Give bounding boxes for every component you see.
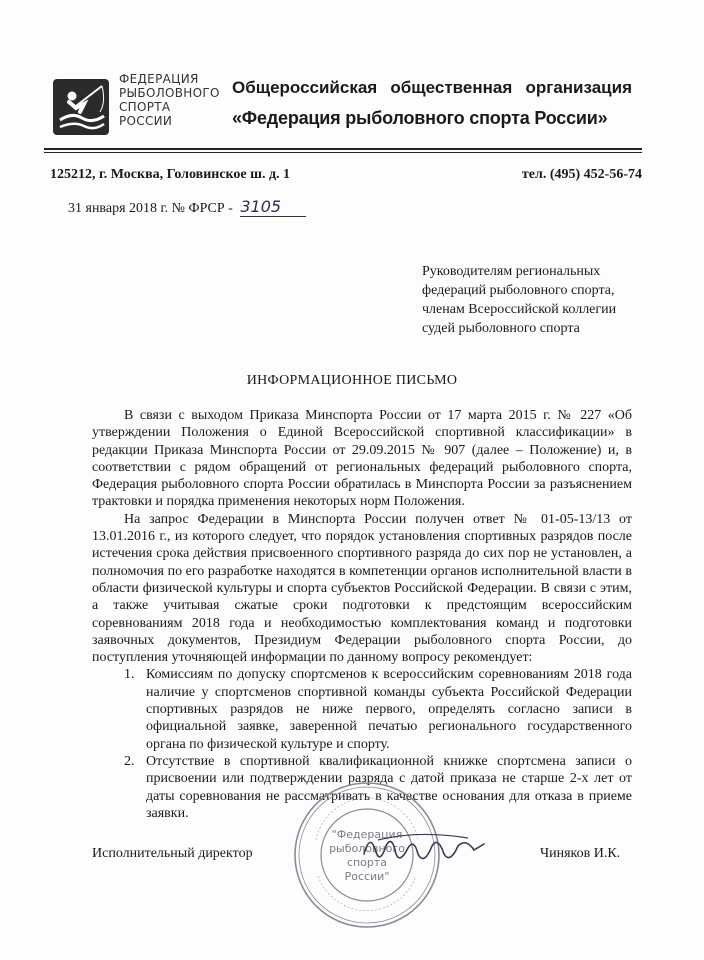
logo-text-line: РЫБОЛОВНОГО <box>119 86 220 100</box>
signatory-role: Исполнительный директор <box>92 846 253 861</box>
addressee-line: судей рыболовного спорта <box>422 321 580 336</box>
handwritten-number: 3105 <box>240 197 306 217</box>
addressee-line: Руководителям региональных <box>422 264 601 279</box>
body-paragraph: В связи с выходом Приказа Минспорта России от 17 марта 2015 г. № 227 «Об утверждении Положения о Единой Всероссийской спортивной классификации» в редакции Приказа Минспорта России от 29.09.2015 № 907 (далее – Положение) и, в соответствии с рядом обращений от региональных федераций рыболовного спорта, Федерация рыболовного спорта России обратилась в Минспорта России за разъяснением трактовки и порядка применения некоторых норм Положения. <box>92 408 632 510</box>
organization-type <box>232 78 632 98</box>
addressee-line: членам Всероссийской коллегии <box>422 302 617 317</box>
handwritten-signature <box>358 824 488 874</box>
logo-text-line: СПОРТА <box>119 100 171 114</box>
header-divider <box>44 148 642 150</box>
stamp-line: "Федерация <box>331 828 403 841</box>
stamp-line: рыболовного <box>329 842 405 855</box>
recommendation-item: 2. Отсутствие в спортивной квалификационной книжке спортсмена записи о присвоении или подтверждении разряда с датой приказа не старше 2-х лет от даты соревнования не рассматривать в качестве основания для отказа в приеме заявки. <box>138 753 632 822</box>
addressee-block <box>422 262 616 338</box>
org-word: Общероссийская <box>232 78 378 97</box>
signatory-name: Чиняков И.К. <box>540 846 621 861</box>
organization-address: 125212, г. Москва, Головинское ш. д. 1 <box>50 167 291 182</box>
org-word: общественная <box>390 78 513 97</box>
org-word: организация <box>525 78 632 97</box>
header-divider <box>44 152 642 153</box>
logo-text <box>119 72 219 128</box>
stamp-line: спорта <box>346 856 388 869</box>
body-paragraph: На запрос Федерации в Минспорта России получен ответ № 01-05-13/13 от 13.01.2016 г., из которого следует, что порядок установления спортивных разрядов после истечения срока действия присвоенного спортивного разряда до сих пор не установлен, а полномочия по его разработке находятся в компетенции органов исполнительной власти в области физической культуры и спорта субъектов Российской Федерации. В связи с этим, а также учитывая сжатые сроки подготовки к предстоящим всероссийским соревнованиям 2018 года и необходимостью комплектования команд и подготовки заявочных документов, Президиум Федерации рыболовного спорта России, до поступления уточняющей информации по данному вопросу рекомендует: <box>92 511 632 666</box>
letter-reference <box>68 197 306 217</box>
stamp-line: России" <box>344 870 390 883</box>
addressee-line: федераций рыболовного спорта, <box>422 283 615 298</box>
logo-text-line: ФЕДЕРАЦИЯ <box>119 72 199 86</box>
letter-body <box>92 407 632 822</box>
organization-phone: тел. (495) 452-56-74 <box>521 167 642 182</box>
federation-logo-icon <box>52 78 110 136</box>
logo-text-line: РОССИИ <box>119 114 173 128</box>
recommendation-item: 1. Комиссиям по допуску спортсменов к всероссийским соревнованиям 2018 года наличие у спортсменов спортивной команды субъекта Российской Федерации спортивных разрядов не ниже первого, определять согласно записи в официальной заявке, заверенной печатью регионального государственного органа по физической культуре и спорту. <box>138 666 632 752</box>
reference-date-number: 31 января 2018 г. № ФРСР - <box>68 201 233 216</box>
letter-heading: ИНФОРМАЦИОННОЕ ПИСЬМО <box>246 373 458 388</box>
organization-name: «Федерация рыболовного спорта России» <box>232 108 608 128</box>
